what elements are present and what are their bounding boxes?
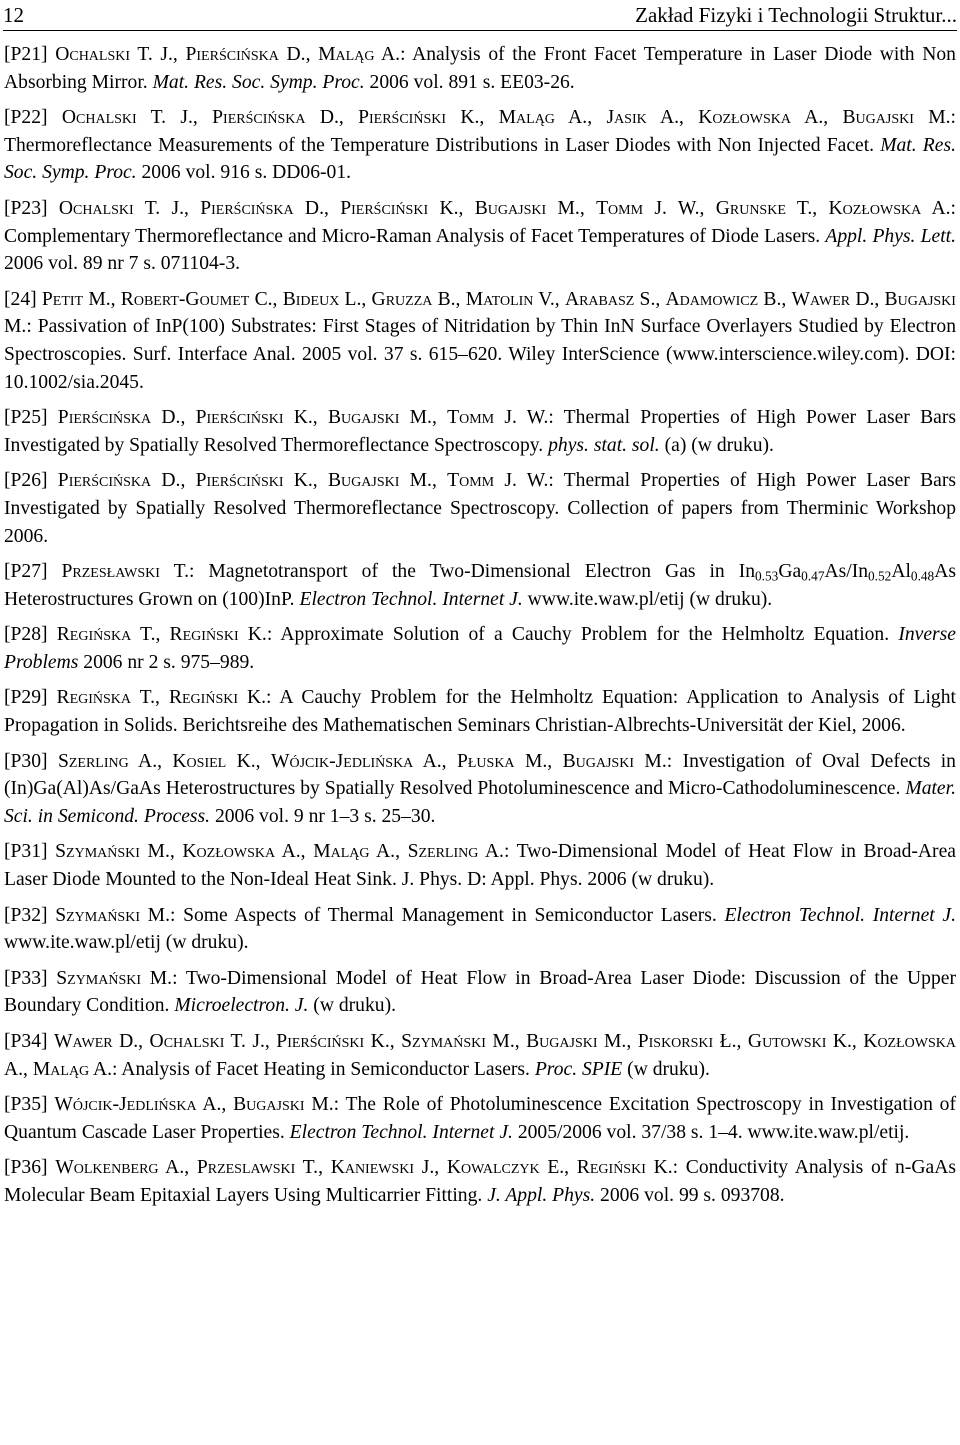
- journal-title: Mater. Sci. in Semicond. Process.: [4, 778, 956, 827]
- reference-text: 2006 vol. 916 s. DD06-01.: [136, 162, 352, 184]
- reference-text: T.,: [131, 687, 169, 709]
- reference-list: [4, 41, 956, 1218]
- reference-text: T. J.,: [133, 197, 201, 219]
- author-name: Przeslawski: [196, 1157, 296, 1179]
- author-name: Matolin: [465, 288, 534, 310]
- author-name: Szerling: [407, 841, 479, 863]
- author-name: Wójcik-Jedlińska: [54, 1094, 197, 1116]
- author-name: Piskorski: [637, 1031, 714, 1052]
- author-name: Przesławski: [61, 561, 160, 583]
- reference-text: T. J.,: [130, 44, 186, 65]
- author-name: Pierściński: [358, 107, 447, 129]
- author-name: Pierścińska: [200, 197, 294, 219]
- author-name: Wolkenberg: [55, 1157, 159, 1179]
- reference-text: T. J.,: [224, 1031, 277, 1052]
- reference-text: Ga: [778, 561, 802, 583]
- reference-text: [P29]: [4, 687, 57, 709]
- reference-text: A.: Analysis of Facet Heating in Semiconductor Lasers.: [89, 1058, 535, 1080]
- author-name: Pierścińska: [212, 107, 306, 129]
- reference-text: 2005/2006 vol. 37/38 s. 1–4. www.ite.waw.pl/etij.: [512, 1121, 910, 1143]
- reference-text: D.,: [151, 470, 196, 492]
- reference-entry: [4, 558, 956, 613]
- reference-text: [P28]: [4, 624, 57, 646]
- author-name: Ochalski: [149, 1031, 225, 1052]
- reference-text: K.,: [283, 470, 328, 492]
- reference-text: As Heterostructures Grown on (100)InP.: [4, 561, 956, 610]
- reference-text: K.: A Cauchy Problem for the Helmholtz Equation: Application to Analysis of Light Propagation in Solids. Berichtsreihe des Mathematischen Seminars Christian-Albrechts-Universität der Kiel, 2006.: [4, 687, 956, 737]
- author-name: Kozłowska: [182, 841, 276, 863]
- reference-entry: [4, 286, 956, 396]
- reference-entry: [4, 965, 956, 1020]
- reference-entry: [4, 104, 956, 187]
- reference-text: A.,: [4, 1058, 33, 1080]
- author-name: Kowalczyk: [446, 1157, 540, 1179]
- author-name: Kosiel: [172, 750, 227, 772]
- reference-text: [P31]: [4, 841, 56, 863]
- reference-text: 2006 vol. 891 s. EE03-26.: [364, 71, 575, 93]
- author-name: Grunske: [715, 197, 786, 219]
- author-name: Gruzza: [371, 288, 433, 310]
- journal-title: Appl. Phys. Lett.: [825, 225, 956, 247]
- reference-entry: [4, 902, 956, 957]
- journal-title: phys. stat. sol.: [548, 434, 660, 456]
- author-name: Kozłowska: [698, 107, 791, 129]
- page-number: 12: [3, 3, 24, 27]
- author-name: Szymański: [401, 1031, 486, 1052]
- author-name: Ochalski: [61, 107, 137, 129]
- subscript: 0.48: [910, 568, 935, 584]
- reference-entry: [4, 1091, 956, 1146]
- author-name: Ochalski: [55, 44, 131, 65]
- author-name: Adamowicz: [665, 288, 759, 310]
- reference-text: K.,: [826, 1031, 864, 1052]
- author-name: Bugajski: [842, 107, 914, 129]
- author-name: Bugajski: [474, 197, 547, 219]
- reference-text: M.: Passivation of InP(100) Substrates: First Stages of Nitridation by Thin InN Surface Overlayers Studied by Electron Spectroscopies. Surf. Interface Anal. 2005 vol. 37 s. 615–620. Wiley InterScience (www.interscience.wiley.com). DOI: 10.1002/sia.2045.: [4, 316, 956, 393]
- reference-text: [P26]: [4, 470, 58, 492]
- reference-text: D.,: [112, 1031, 150, 1052]
- reference-text: K.,: [364, 1031, 402, 1052]
- author-name: Jasik: [606, 107, 647, 129]
- author-name: Maląg: [498, 107, 555, 129]
- reference-text: M.: Some Aspects of Thermal Management in Semiconductor Lasers.: [140, 904, 725, 926]
- author-name: Regińska: [56, 624, 132, 646]
- reference-text: K.,: [446, 107, 499, 129]
- author-name: Tomm: [447, 407, 495, 429]
- author-name: Bugajski: [233, 1094, 305, 1116]
- reference-text: www.ite.waw.pl/etij (w druku).: [4, 932, 249, 954]
- reference-text: A.,: [369, 841, 408, 863]
- author-name: Pierściński: [340, 197, 429, 219]
- reference-text: M.,: [546, 197, 597, 219]
- reference-text: 2006 vol. 9 nr 1–3 s. 25–30.: [210, 805, 436, 827]
- page-header: [3, 0, 957, 31]
- reference-text: L.,: [339, 288, 372, 310]
- reference-text: (w druku).: [622, 1058, 710, 1080]
- reference-text: M.,: [485, 1031, 527, 1052]
- journal-title: Electron Technol. Internet J.: [299, 588, 523, 610]
- author-name: Kaniewski: [330, 1157, 415, 1179]
- running-title: Zakład Fizyki i Technologii Struktur...: [635, 3, 957, 27]
- reference-text: M.: Investigation of Oval Defects in (In)Ga(Al)As/GaAs Heterostructures by Spatially Resolved Photoluminescence and Micro-Cathodoluminescence.: [4, 750, 956, 800]
- reference-text: Ł.,: [713, 1031, 748, 1052]
- reference-entry: [4, 404, 956, 459]
- reference-text: A.,: [196, 1094, 234, 1116]
- reference-text: B.,: [758, 288, 792, 310]
- author-name: Maląg: [313, 841, 370, 863]
- author-name: Bugajski: [884, 288, 956, 310]
- journal-title: Electron Technol. Internet J.: [724, 904, 956, 926]
- reference-entry: [4, 684, 956, 739]
- author-name: Pierściński: [195, 407, 284, 429]
- reference-text: M.,: [597, 1031, 638, 1052]
- reference-text: J. W.,: [643, 197, 716, 219]
- author-name: Bugajski: [327, 470, 400, 492]
- reference-text: D.,: [278, 44, 319, 65]
- reference-text: (w druku).: [308, 995, 396, 1017]
- author-name: Tomm: [447, 470, 495, 492]
- author-name: Bugajski: [526, 1031, 598, 1052]
- author-name: Ochalski: [58, 197, 134, 219]
- reference-text: A.,: [275, 841, 314, 863]
- reference-entry: [4, 1028, 956, 1083]
- subscript: 0.47: [801, 568, 825, 584]
- reference-text: [P34]: [4, 1031, 55, 1052]
- reference-text: T.,: [785, 197, 829, 219]
- author-name: Płuska: [456, 750, 515, 772]
- author-name: Bugajski: [562, 750, 634, 772]
- reference-text: A.: Analysis of the Front Facet Temperature in Laser Diode with Non Absorbing Mirror.: [4, 44, 956, 93]
- reference-text: As/In: [824, 561, 869, 583]
- reference-text: K.,: [226, 750, 271, 772]
- reference-entry: [4, 41, 956, 96]
- reference-text: T.,: [131, 624, 170, 646]
- journal-title: Microelectron. J.: [174, 995, 309, 1017]
- reference-text: (a) (w druku).: [659, 434, 774, 456]
- author-name: Szerling: [57, 750, 129, 772]
- reference-entry: [4, 195, 956, 278]
- reference-text: [P33]: [4, 967, 57, 989]
- reference-text: C.,: [249, 288, 283, 310]
- reference-text: Al: [891, 561, 911, 583]
- author-name: Bugajski: [327, 407, 400, 429]
- journal-title: Mat. Res. Soc. Symp. Proc.: [152, 71, 365, 93]
- reference-text: 2006 vol. 99 s. 093708.: [595, 1184, 785, 1206]
- author-name: Gutowski: [747, 1031, 827, 1052]
- reference-text: [P23]: [4, 197, 59, 219]
- author-name: Regiński: [169, 624, 239, 646]
- author-name: Regińska: [56, 687, 132, 709]
- journal-title: Electron Technol. Internet J.: [289, 1121, 513, 1143]
- author-name: Petit: [41, 288, 84, 310]
- author-name: Pierścińska: [57, 407, 152, 429]
- reference-text: A.,: [790, 107, 843, 129]
- reference-text: B.,: [432, 288, 466, 310]
- reference-text: M.,: [399, 407, 448, 429]
- author-name: Pierścińska: [57, 470, 152, 492]
- author-name: Regiński: [576, 1157, 646, 1179]
- journal-title: Proc. SPIE: [534, 1058, 623, 1080]
- reference-entry: [4, 467, 956, 550]
- reference-text: www.ite.waw.pl/etij (w druku).: [522, 588, 773, 610]
- reference-text: [P35]: [4, 1094, 55, 1116]
- author-name: Regiński: [168, 687, 238, 709]
- reference-text: [P27]: [4, 561, 62, 583]
- author-name: Kozłowska: [863, 1031, 956, 1052]
- author-name: Szymański: [55, 904, 140, 926]
- author-name: Robert-Goumet: [120, 288, 250, 310]
- reference-entry: [4, 1154, 956, 1209]
- reference-text: J. W.: Thermal Properties of High Power Laser Bars Investigated by Spatially Resolved Thermoreflectance Spectroscopy. Collection of papers from Therminic Workshop 2006.: [4, 470, 956, 547]
- reference-text: A.: Complementary Thermoreflectance and Micro-Raman Analysis of Facet Temperatures of Diode Lasers.: [4, 197, 956, 247]
- author-name: Wawer: [54, 1031, 113, 1052]
- reference-text: D.,: [850, 288, 885, 310]
- reference-text: M.,: [399, 470, 448, 492]
- author-name: Pierściński: [276, 1031, 365, 1052]
- reference-text: A.,: [158, 1157, 197, 1179]
- reference-text: [P36]: [4, 1157, 56, 1179]
- journal-title: J. Appl. Phys.: [487, 1184, 596, 1206]
- author-name: Wawer: [791, 288, 851, 310]
- reference-text: D.,: [305, 107, 359, 129]
- reference-text: A.,: [128, 750, 173, 772]
- reference-text: M.,: [139, 841, 183, 863]
- author-name: Bideux: [282, 288, 340, 310]
- reference-text: K.,: [283, 407, 328, 429]
- reference-entry: [4, 838, 956, 893]
- reference-text: T.: Magnetotransport of the Two-Dimensional Electron Gas in In: [159, 561, 756, 583]
- reference-text: 2006 vol. 89 nr 7 s. 071104-3.: [4, 253, 241, 275]
- subscript: 0.52: [868, 568, 892, 584]
- author-name: Arabasz: [564, 288, 635, 310]
- reference-entry: [4, 621, 956, 676]
- reference-text: S.,: [634, 288, 666, 310]
- reference-text: T.,: [295, 1157, 331, 1179]
- reference-text: D.,: [293, 197, 341, 219]
- author-name: Pierściński: [195, 470, 284, 492]
- reference-text: [P21]: [4, 44, 56, 65]
- reference-text: E.,: [539, 1157, 577, 1179]
- author-name: Szymański: [56, 967, 142, 989]
- reference-text: M.,: [83, 288, 121, 310]
- author-name: Maląg: [32, 1058, 90, 1080]
- reference-text: [24]: [4, 288, 42, 310]
- reference-text: M.: The Role of Photoluminescence Excitation Spectroscopy in Investigation of Quantum Cascade Laser Properties.: [4, 1094, 956, 1143]
- reference-text: A.,: [554, 107, 607, 129]
- journal-title: Mat. Res. Soc. Symp. Proc.: [4, 134, 956, 184]
- author-name: Kozłowska: [828, 197, 922, 219]
- reference-text: A.,: [646, 107, 699, 129]
- subscript: 0.53: [755, 568, 779, 584]
- reference-text: M.: Thermoreflectance Measurements of the Temperature Distributions in Laser Diodes with Non Injected Facet.: [4, 107, 956, 156]
- reference-text: A.: Two-Dimensional Model of Heat Flow in Broad-Area Laser Diode Mounted to the Non-Ideal Heat Sink. J. Phys. D: Appl. Phys. 2006 (w druku).: [4, 841, 956, 891]
- reference-text: T. J.,: [136, 107, 213, 129]
- author-name: Szymański: [55, 841, 140, 863]
- author-name: Wójcik-Jedlińska: [270, 750, 414, 772]
- reference-text: K.: Approximate Solution of a Cauchy Problem for the Helmholtz Equation.: [238, 624, 899, 646]
- reference-text: M.: Two-Dimensional Model of Heat Flow in Broad-Area Laser Diode: Discussion of the Upper Boundary Condition.: [4, 967, 956, 1017]
- reference-text: J.,: [414, 1157, 447, 1179]
- author-name: Pierścińska: [185, 44, 279, 65]
- reference-text: M.,: [514, 750, 563, 772]
- author-name: Tomm: [596, 197, 644, 219]
- reference-text: V.,: [533, 288, 565, 310]
- reference-text: K.,: [428, 197, 475, 219]
- reference-text: J. W.: Thermal Properties of High Power Laser Bars Investigated by Spatially Resolved Thermoreflectance Spectroscopy.: [4, 407, 956, 456]
- reference-text: A.,: [413, 750, 457, 772]
- reference-text: [P30]: [4, 750, 58, 772]
- reference-text: [P22]: [4, 107, 62, 129]
- author-name: Maląg: [318, 44, 375, 65]
- reference-entry: [4, 748, 956, 831]
- journal-title: Inverse Problems: [4, 624, 956, 673]
- reference-text: [P25]: [4, 407, 58, 429]
- reference-text: 2006 nr 2 s. 975–989.: [78, 651, 255, 673]
- reference-text: D.,: [151, 407, 196, 429]
- reference-text: K.: Conductivity Analysis of n-GaAs Molecular Beam Epitaxial Layers Using Multicarrier Fitting.: [4, 1157, 956, 1206]
- reference-text: [P32]: [4, 904, 56, 926]
